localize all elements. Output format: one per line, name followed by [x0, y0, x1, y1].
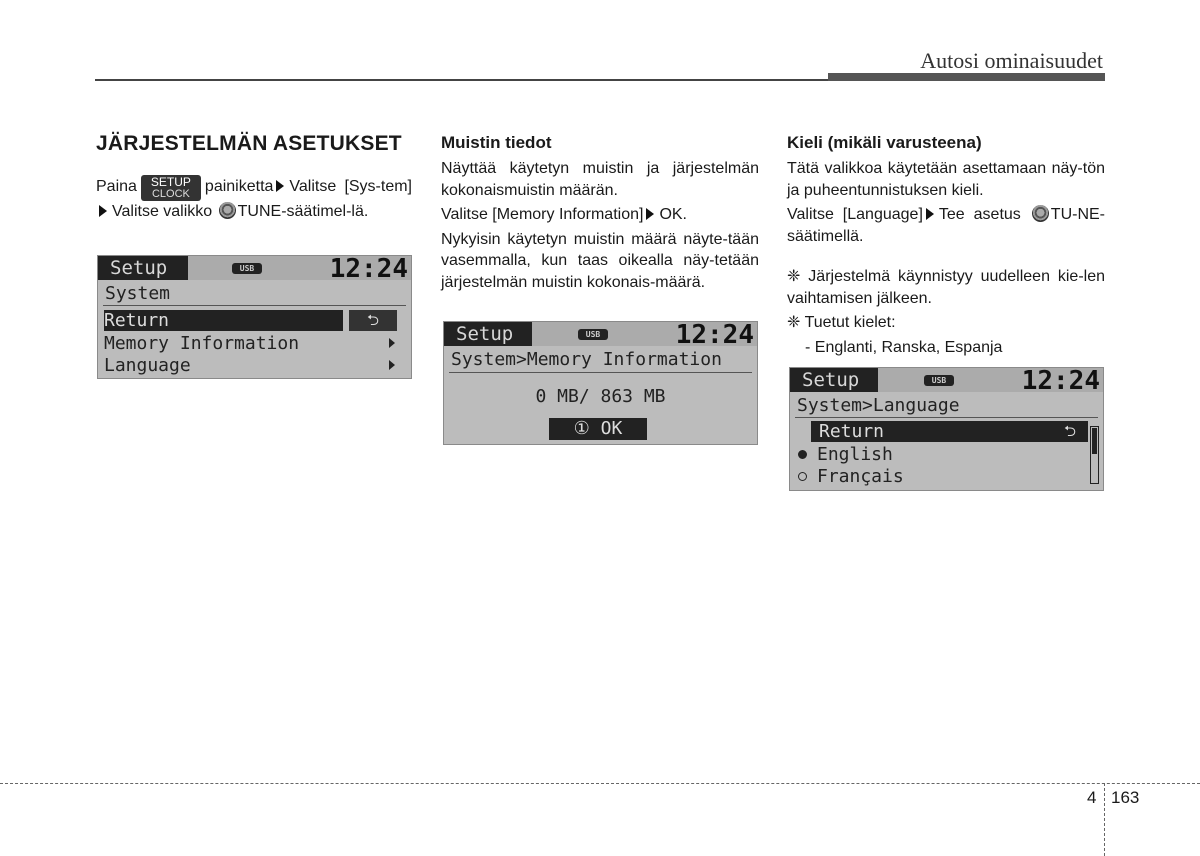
- section-title: Kieli (mikäli varusteena): [787, 133, 982, 152]
- scrollbar-thumb[interactable]: [1092, 428, 1097, 454]
- tune-knob-icon: [1032, 205, 1049, 222]
- arrow-right-icon: [926, 208, 934, 220]
- usb-icon: USB: [578, 329, 608, 340]
- note: ❈ Järjestelmä käynnistyy uudelleen kie-len vaihtamisen jälkeen.: [787, 268, 1105, 307]
- arrow-right-icon: [276, 180, 284, 192]
- page-number: 163: [1111, 788, 1140, 807]
- screen-heading: System: [105, 283, 171, 304]
- divider: [449, 372, 752, 373]
- radio-selected-icon: [798, 450, 807, 459]
- clock: 12:24: [1021, 367, 1100, 396]
- text: Tätä valikkoa käytetään asettamaan näy-tön ja puheentunnistuksen kieli.: [787, 160, 1105, 199]
- setup-clock-key-icon: SETUP CLOCK: [141, 175, 201, 201]
- section-title: JÄRJESTELMÄN ASETUKSET: [96, 132, 402, 155]
- section-title: Muistin tiedot: [441, 133, 552, 152]
- chevron-right-icon: [389, 360, 395, 370]
- chapter-number: 4: [1087, 788, 1097, 807]
- text: Paina: [96, 178, 137, 195]
- arrow-right-icon: [99, 205, 107, 217]
- setup-tab: Setup: [98, 256, 188, 280]
- screen-heading: System>Language: [797, 395, 960, 416]
- menu-item-language[interactable]: Language: [104, 355, 397, 376]
- footer-divider: [1104, 783, 1105, 856]
- col2-paragraph: [441, 158, 759, 296]
- clock: 12:24: [329, 255, 408, 284]
- text: Valitse valikko: [112, 203, 213, 220]
- text: Valitse [Memory Information]: [441, 206, 644, 223]
- text: OK.: [659, 206, 687, 223]
- setup-tab: Setup: [790, 368, 878, 392]
- setup-tab: Setup: [444, 322, 532, 346]
- return-icon: ⮌: [1063, 422, 1076, 440]
- menu-item-memory-information[interactable]: Memory Information: [104, 333, 397, 354]
- language-option-francais[interactable]: Français: [796, 466, 1089, 487]
- header-rule-thick: [828, 73, 1105, 81]
- arrow-right-icon: [646, 208, 654, 220]
- text: painiketta: [204, 178, 274, 195]
- language-option-english[interactable]: English: [796, 444, 1089, 465]
- text: TUNE-säätimel-lä.: [237, 203, 369, 220]
- menu-item-return[interactable]: Return: [104, 310, 343, 331]
- lcd-screen-system: [97, 255, 412, 379]
- lcd-screen-memory: [443, 321, 758, 445]
- running-header: Autosi ominaisuudet: [920, 48, 1103, 73]
- text: Tee asetus: [938, 206, 1021, 223]
- memory-readout: 0 MB/ 863 MB: [535, 386, 666, 407]
- text: Nykyisin käytetyn muistin määrä näyte-tään vasemmalla, kun taas oikealla näy-tetään järjestelmän muistin kokonais-määrä.: [441, 230, 759, 291]
- note: ❈ Tuetut kielet:: [787, 314, 896, 331]
- col1-paragraph: [96, 175, 412, 226]
- usb-icon: USB: [924, 375, 954, 386]
- header-rule: [95, 79, 828, 81]
- ok-button[interactable]: ① OK: [549, 418, 647, 440]
- text: Valitse [Language]: [787, 206, 923, 223]
- clock: 12:24: [675, 321, 754, 350]
- chevron-right-icon: [389, 338, 395, 348]
- text: TU-NE-säätimellä.: [787, 206, 1106, 245]
- tune-knob-icon: [219, 202, 236, 219]
- radio-empty-icon: [798, 472, 807, 481]
- divider: [103, 305, 406, 306]
- screen-heading: System>Memory Information: [451, 349, 722, 370]
- return-icon[interactable]: ⮌: [349, 310, 397, 331]
- menu-item-return[interactable]: Return ⮌: [811, 421, 1088, 442]
- divider: [795, 417, 1098, 418]
- lcd-screen-language: [789, 367, 1104, 491]
- text: Näyttää käytetyn muistin ja järjestelmän kokonaismuistin määrän.: [441, 160, 759, 199]
- col3-paragraph: [787, 158, 1105, 361]
- scrollbar[interactable]: [1090, 426, 1099, 484]
- note: - Englanti, Ranska, Espanja: [805, 338, 1003, 356]
- usb-icon: USB: [232, 263, 262, 274]
- footer-rule: [0, 783, 1200, 784]
- text: Valitse [Sys-tem]: [289, 178, 412, 195]
